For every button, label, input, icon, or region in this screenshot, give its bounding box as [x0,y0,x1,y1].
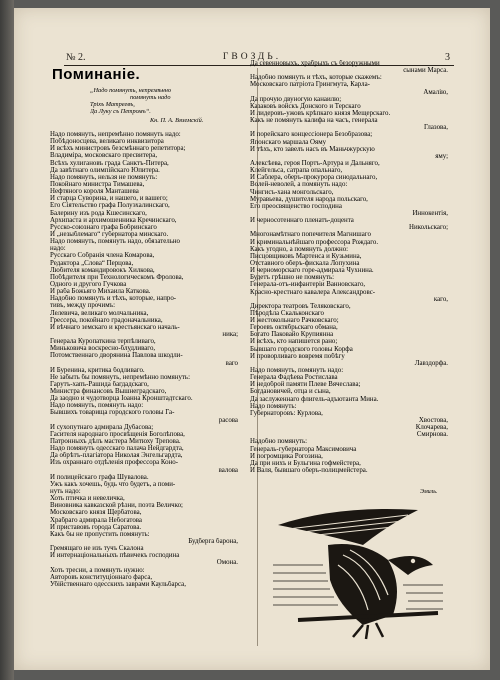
poem-line: Надо помянуть, помянуть надо: [250,367,344,375]
poem-line: Надобно помянуть и тѣхъ, которые, напро- [50,295,177,303]
poem-line: Да севенновыхъ, храбрыхъ съ безоружными [250,60,380,67]
poem-line: Нефтяного короля Манташева [50,188,139,196]
poem-line: Омона. [216,559,238,567]
poem-line: Лавздорфа. [414,359,448,367]
poem-line: Надо помянуть, нельзя не помянуть: [50,173,158,181]
poem-line: И криминальнѣйшаго профессора Рождаго. [250,238,379,246]
poem-line: Амалію, [423,88,448,96]
poem-line: Надо помянуть одесскаго палача Нейдгардта, [50,445,184,453]
poem-line: ника; [222,330,238,338]
poem-line: Какъ не помянуть калифа на часъ, генерала [250,117,378,125]
poem-line: И недоброй памяти Плеве Вячеслава; [250,381,361,389]
poem-line: Иннокентія, [412,209,448,217]
poem-line: И лидеровъ-ужовъ крѣпкаго князя Мещерскаго. [250,109,391,117]
poem-line: Архипаста и архимошенника Кречинскаго, [50,216,177,224]
poem-line: расова [218,416,238,424]
poem-line: Надобно помянуть: [250,438,308,446]
epigraph-line: Да Луку съ Петромъ“. [90,108,151,115]
poem-line: Убійственнаго одесскихъ заврами Каульбарса, [50,580,186,588]
poem-line: Авторовъ конституціоннаго фарса, [50,573,153,581]
poem-line: Клейгельса, сатрапа опальнаго, [250,167,343,175]
left-column [50,60,238,588]
poem-line: Не забыть бы помянуть, непремѣнно помянуть: [50,373,190,381]
poem-line: И тѣхъ, кто завелъ насъ въ Маньчжурскую [250,145,375,153]
poem-line: Многонамѣтнаго попечителя Магнишаго [250,231,371,239]
poem-line: Пѣродѣла Скальконскаго [250,309,325,317]
poem-line: Да завѣтнаго олимпійскаго Юпитера. [50,166,160,174]
poem-line: Никольскаго; [409,224,448,232]
poem-line: Надо помянуть, помянуть надо, обязательно [50,238,180,246]
poem-line: Миньковича воскресно-блудливаго, [50,345,156,353]
poem-line: Надо помянуть, непремѣнно помянуть надо: [50,131,181,138]
right-column [250,60,448,474]
poem-line: Храбраго адмирала Небогатова [50,516,142,524]
poem-line: Ужъ какъ хочешь, будь что будетъ, а поми- [50,480,176,488]
epigraph [50,87,238,124]
poem-line: Виновника кавказской рѣзни, поэта Величко; [50,502,183,510]
poem-line: Да прочую двуногую канаилю; [250,95,342,103]
poem-line: Да заодно и чудотворца Іоанна Кронштадтскаго. [50,395,193,403]
poem-line: Одного и другого Гучкова [50,280,127,288]
poem-line: И „незыблемаго“ губернатора минскаго. [50,230,169,238]
poem-line: сынами Марса. [403,67,448,75]
epigraph-line: помянуть надо [130,94,171,101]
poem-line: Его Сіятельство графа Полуэхалинскаго, [50,202,170,210]
poem-line: Губернаторовъ: Курлова, [250,409,323,417]
poem-line: Патронныхъ дѣлъ мастера Митюху Трепова. [50,438,181,446]
poem-line: И сухопутнаго адмирала Дубасова; [50,423,154,431]
poem-line: Его преосвященство господина [250,202,342,210]
poem-line: Хоть птичка и невеличка, [50,495,125,503]
poem-line: Богато Паковайо Крупиянна [250,331,334,339]
poem-line: Будетъ грѣшно не помянуть: [250,274,335,282]
poem-line: Будберга барона, [188,538,238,546]
poem-line: Чингисъ-хана монгольскаго, [250,188,334,196]
left-poem-body [50,131,238,588]
poem-line: И порейскаго концессіонера Безобразова; [250,131,373,139]
poem-line: Покойнаго министра Тимашева, [50,180,145,188]
poem-line: Волей-неволей, а помянуть надо: [250,181,348,189]
bird-of-prey-engraving [268,505,446,640]
poem-line: Да при нихъ и Бульгина гофмейстера, [250,459,361,467]
poem-line: Любителя командировокъ Хилкова, [50,266,155,274]
poem-line: Бывшихъ товарища городского головы Га- [50,409,175,417]
poem-line: Генераль-губернатора Максимовича [250,445,357,453]
poem-line: Хоть тресни, а помянуть нужно: [50,566,145,574]
poem-line: Всѣхъ хулигановъ града Санктъ-Питера, [50,159,169,167]
poem-line: И погромщика Рогозина, [250,452,323,460]
poem-line: Писцовщиковъ Мартенса и Кузьмина, [250,252,362,260]
poem-line: И проворливаго вовремя побѣгу [250,352,345,360]
poem-line: И полицейскаго графа Шувалова. [50,473,149,481]
poem-line: Владиміра, московскаго пресвитера, [50,152,158,160]
poem-line: Потомственнаго дворянина Павлова шкодли- [50,352,183,360]
poem-line: И Валя, бывшаго оберъ-полицмейстера. [250,467,368,475]
journal-title: ГВОЗДЬ. [222,52,282,62]
poem-line: Японскаго маршала Ояму [250,138,327,146]
poem-line: И старца Суворина, и нашего, и вашего; [50,195,168,203]
poem-line: Надо помянуть: [250,402,297,410]
poem-line: И раба Божьяго Михаила Каткова. [50,288,151,296]
poem-line: Клочарева, [415,424,448,432]
poem-line: ваго [225,359,238,367]
poem-line: Русскаго Собранія члена Комарова, [50,252,155,260]
poem-line: Гасителя народнаго просвѣщенія Боголѣпова, [50,430,185,438]
poem-line: Муравьева, душителя народа польскаго, [250,195,368,203]
poem-line: яму; [435,152,448,160]
epigraph-author: Кн. П. А. Вяземскій. [150,117,204,124]
poem-line: Надобно помянуть и тѣхъ, которые скажемъ: [250,74,382,82]
poem-line: Побѣдоносцева, великаго инквизитора [50,138,164,146]
right-poem-body [250,60,448,474]
poem-line: Какъ угодно, а помянуть должно: [250,245,349,253]
poem-line: Генерала Куропаткина терпѣливаго, [50,338,156,346]
poem-line: каго, [433,295,448,303]
poem-line: Красно-крестнаго кавалера Александровс- [250,288,376,296]
poem-line: Героевъ октябрьскаго обмана, [250,324,338,332]
poem-line: Глазова, [423,124,448,132]
poem-line: Казаковъ войскъ Донского и Терскаго [250,102,361,110]
poem-line: И жестокольнаго Рачковскаго; [250,317,339,325]
poem-line: И приставовъ города Саратова. [50,523,142,531]
poem-line: валова [218,466,238,474]
poem-line: Московскаго патріота Грингмута, Карла- [250,81,370,89]
poem-line: Русско-союзнаго графа Бобринскаго [50,223,157,231]
poem-line: И всѣхъ министровъ безсмѣннаго репетитора; [50,145,186,153]
poem-line: Московскаго князя Щербатова, [50,509,142,517]
poem-line: Да заслуженнаго флигель-адъютанта Мина. [250,395,379,403]
poem-line: И черносотеннаго пленатъ-доцента [250,217,354,225]
poem-line: И Буренина, критика бодливаго. [50,366,145,374]
poem-line: Бывшаго городского головы Корфа [250,345,353,353]
epigraph-line: „Надо помянуть, непремѣнно [90,87,172,94]
poem-line: И Саблера, оберъ-прокурора синодальнаго, [250,174,378,182]
poem-line: Лелевича, великаго молчальника, [50,309,149,317]
poem-line: Надо помянуть, помянуть надо: [50,402,144,410]
binding-spine [0,0,14,680]
signature: Эмиль. [420,489,438,495]
poem-line: Генерала-отъ-инфантеріи Ванновскаго, [250,281,366,289]
poem-line: Богдановичей, отца и сына, [250,388,331,396]
poem-line: Хвостова, [418,417,448,425]
poem-line: тивъ, между прочимъ: [50,302,116,310]
poem-line: Редактора „Слова“ Перцова, [50,259,134,267]
poem-line: Гремящаго не изъ тучъ Скалона [50,545,144,553]
page-number: 3 [445,52,450,63]
poem-line: Смирнова. [416,431,448,439]
poem-line: Балерину изъ рода Кшесинскаго, [50,209,147,217]
poem-line: Грессера, покойнаго градоначальника, [50,316,163,324]
poem-line: надо: [50,245,66,253]
poem-line: Гарутъ-хапъ-Рашида багдадскаго, [50,380,149,388]
poem-line: И вѣчнаго земскаго и крестьянскаго началь- [50,323,180,331]
article-title: Поминаніе. [52,66,141,83]
poem-line: Изъ охраннаго отдѣленія профессора Коно- [50,459,179,467]
poem-line: Министра финансовъ Вышнеградскаго, [50,388,167,396]
poem-line: нуть надо: [50,488,81,496]
poem-line: Директора театровъ Теляковскаго, [250,302,351,310]
poem-line: Отставного оберъ-фискала Лопухина [250,259,360,267]
poem-line: Да обрѣтъ-плагіатора Николая Энгельгардта, [50,452,183,460]
poem-line: Генерала Фадѣева Ростислава [250,374,338,382]
poem-line: И всѣхъ, кто напишется рано; [250,338,338,346]
issue-number: № 2. [66,52,86,63]
epigraph-line: Тріхъ Матреевъ, [90,101,135,108]
poem-line: И черноморскаго горе-адмирала Чухнина. [250,267,374,275]
poem-line: И интернаціональныхъ пѣвичекъ господина [50,552,180,560]
poem-line: Какъ бы не пропустить помянуть: [50,530,150,538]
poem-line: Побѣдителя при Технологическомъ Фролова, [50,273,184,281]
poem-line: Алексѣева, героя Портъ-Артура и Дальняго, [250,159,380,167]
